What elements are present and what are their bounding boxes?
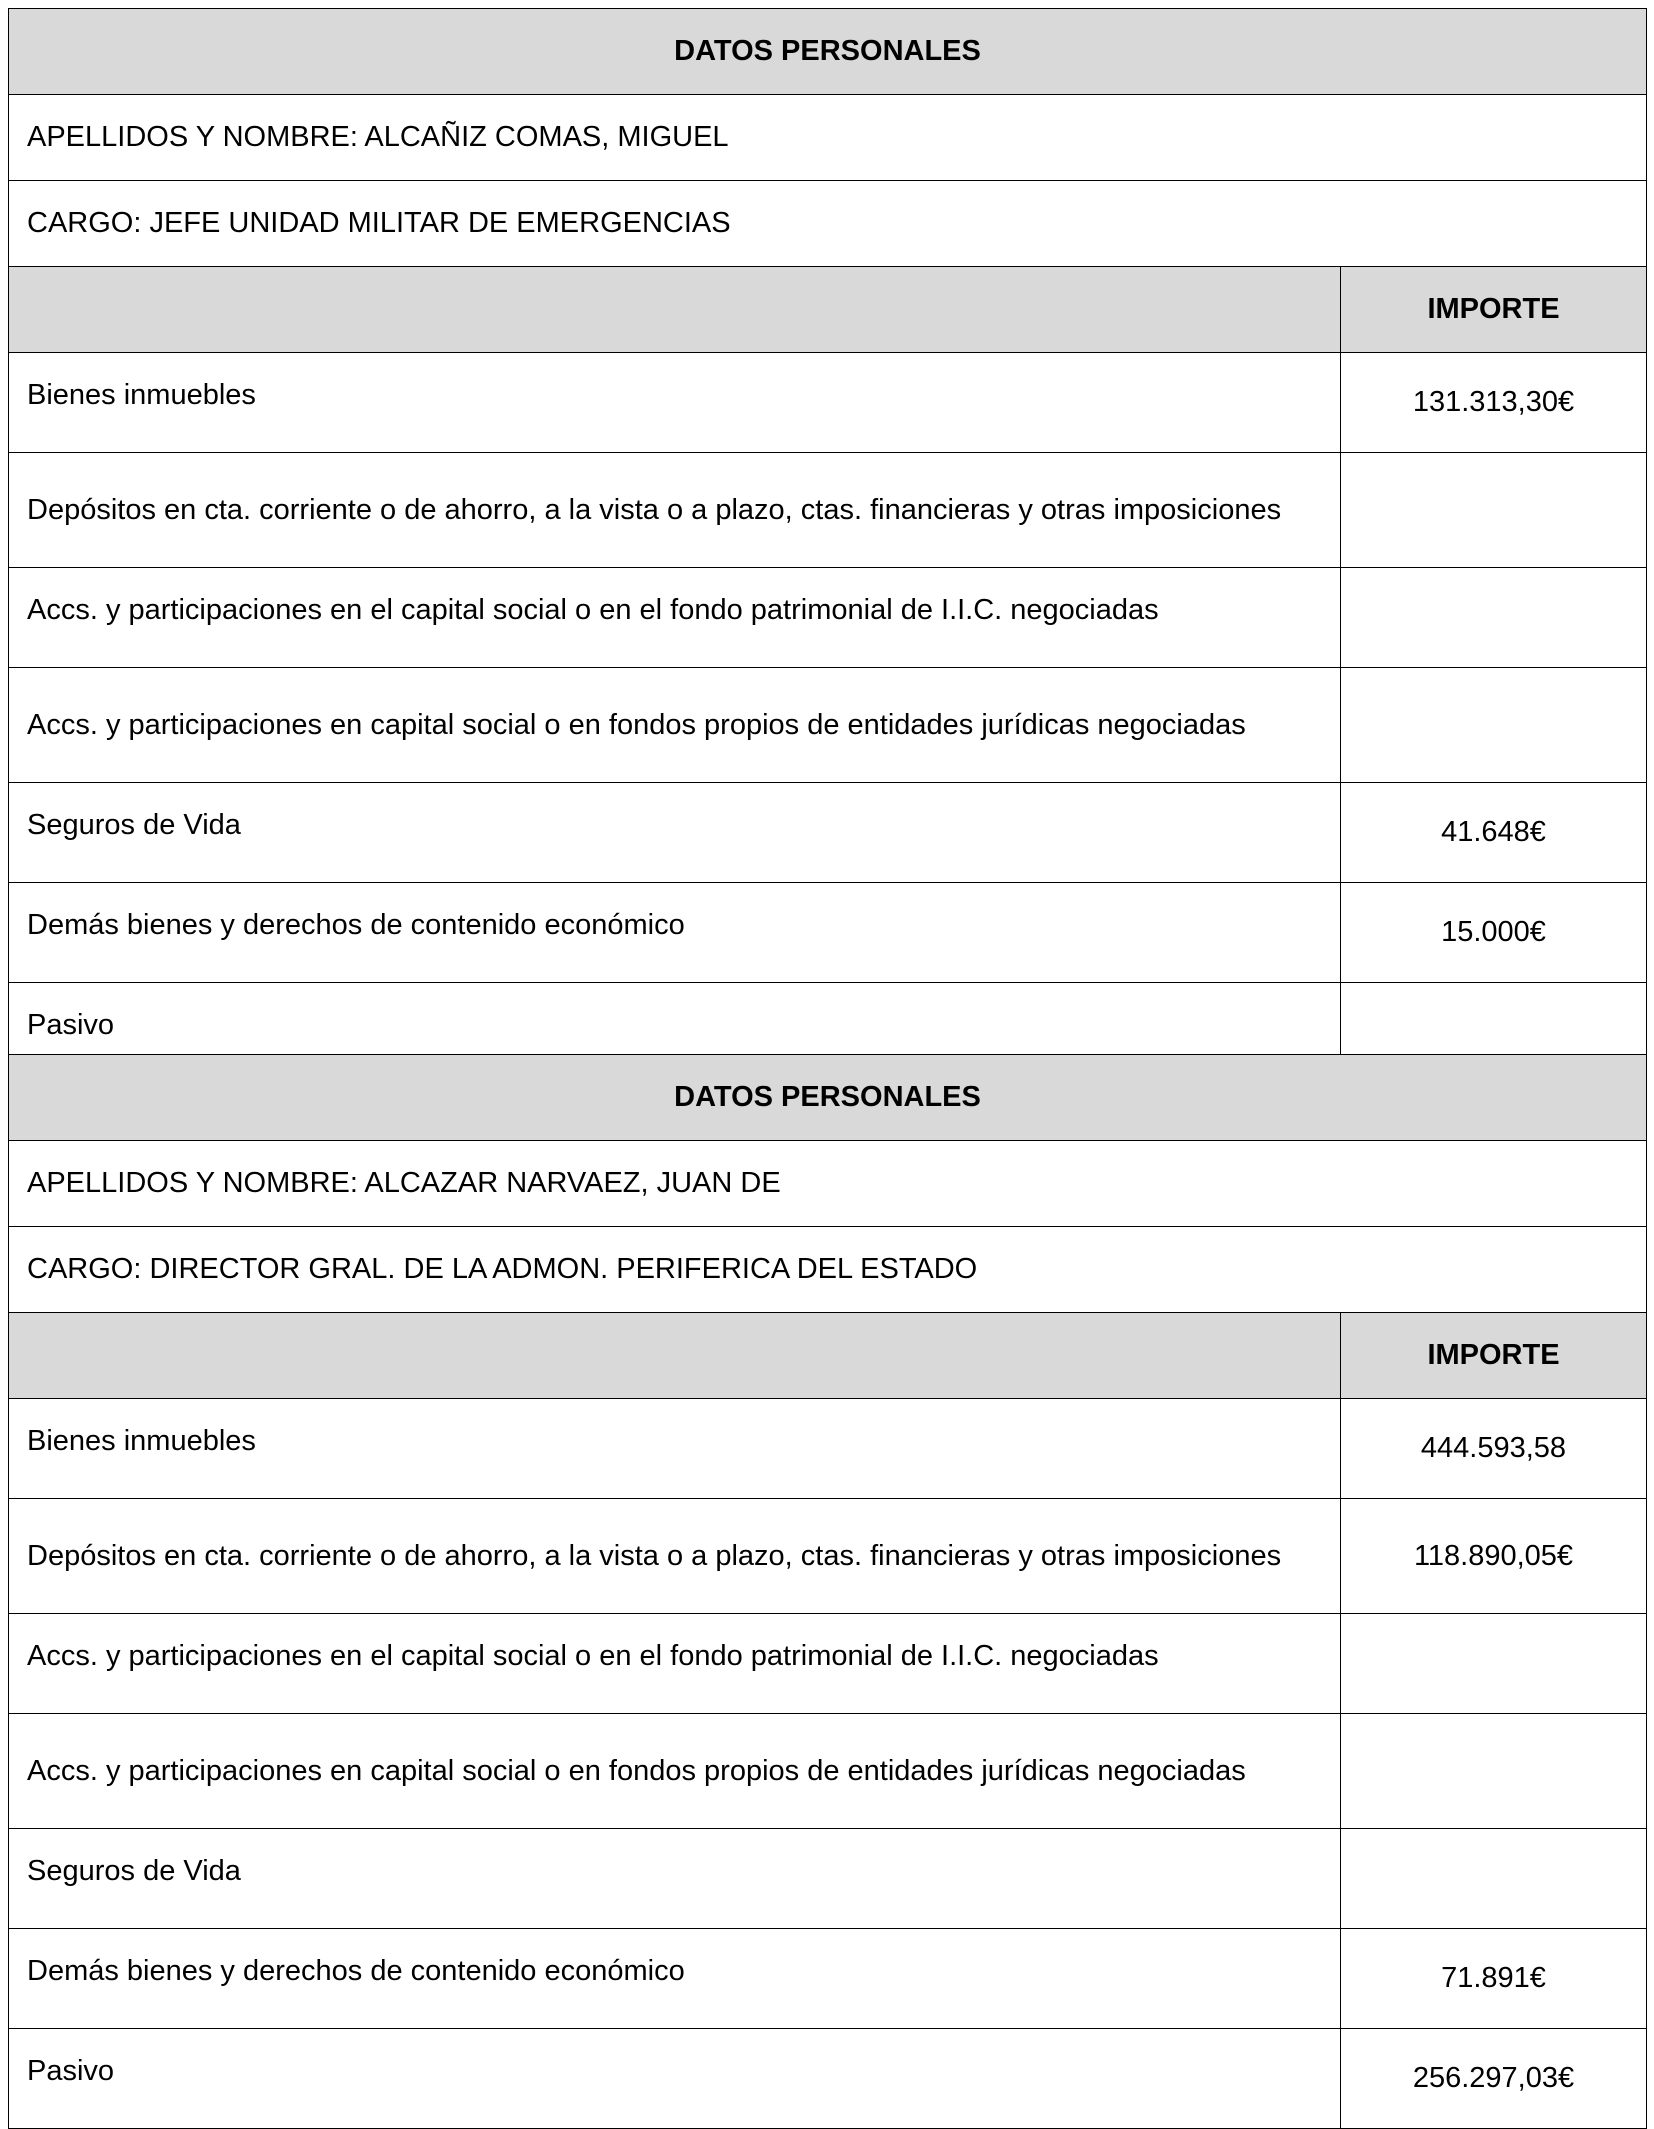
item-label: Bienes inmuebles — [9, 1399, 1341, 1499]
table-header-row — [9, 1055, 1647, 1141]
amount-column-header: IMPORTE — [1341, 267, 1647, 353]
name-line: APELLIDOS Y NOMBRE: ALCAZAR NARVAEZ, JUAN DE — [9, 1141, 1647, 1227]
item-label: Accs. y participaciones en capital social o en fondos propios de entidades jurídicas negociadas — [9, 668, 1341, 783]
item-amount — [1341, 1714, 1647, 1829]
item-label: Demás bienes y derechos de contenido económico — [9, 883, 1341, 983]
amount-header-row — [9, 1313, 1647, 1399]
table-row — [9, 453, 1647, 568]
item-amount: 256.297,03€ — [1341, 2029, 1647, 2129]
item-label: Accs. y participaciones en capital social o en fondos propios de entidades jurídicas negociadas — [9, 1714, 1341, 1829]
section-header: DATOS PERSONALES — [9, 9, 1647, 95]
table-row — [9, 668, 1647, 783]
table-row — [9, 353, 1647, 453]
asset-declaration-table-2 — [8, 1054, 1647, 2129]
table-row — [9, 1829, 1647, 1929]
table-row — [9, 1614, 1647, 1714]
blank-header-cell — [9, 1313, 1341, 1399]
table-row — [9, 783, 1647, 883]
table-row — [9, 568, 1647, 668]
item-label: Demás bienes y derechos de contenido económico — [9, 1929, 1341, 2029]
item-amount — [1341, 668, 1647, 783]
item-label: Pasivo — [9, 2029, 1341, 2129]
name-line: APELLIDOS Y NOMBRE: ALCAÑIZ COMAS, MIGUEL — [9, 95, 1647, 181]
item-amount: 71.891€ — [1341, 1929, 1647, 2029]
item-amount: 41.648€ — [1341, 783, 1647, 883]
item-label: Depósitos en cta. corriente o de ahorro, a la vista o a plazo, ctas. financieras y otras imposiciones — [9, 1499, 1341, 1614]
table-row — [9, 2029, 1647, 2129]
amount-header-row — [9, 267, 1647, 353]
cargo-row — [9, 1227, 1647, 1313]
cargo-line: CARGO: JEFE UNIDAD MILITAR DE EMERGENCIAS — [9, 181, 1647, 267]
item-label: Seguros de Vida — [9, 1829, 1341, 1929]
item-label: Pasivo — [9, 983, 1341, 1083]
item-label: Depósitos en cta. corriente o de ahorro, a la vista o a plazo, ctas. financieras y otras imposiciones — [9, 453, 1341, 568]
item-amount — [1341, 453, 1647, 568]
item-amount — [1341, 1829, 1647, 1929]
name-row — [9, 1141, 1647, 1227]
section-header: DATOS PERSONALES — [9, 1055, 1647, 1141]
item-amount: 131.313,30€ — [1341, 353, 1647, 453]
item-label: Bienes inmuebles — [9, 353, 1341, 453]
item-amount — [1341, 568, 1647, 668]
table-row — [9, 1929, 1647, 2029]
table-header-row — [9, 9, 1647, 95]
cargo-line: CARGO: DIRECTOR GRAL. DE LA ADMON. PERIFERICA DEL ESTADO — [9, 1227, 1647, 1313]
table-row — [9, 1399, 1647, 1499]
item-amount: 444.593,58 — [1341, 1399, 1647, 1499]
item-label: Accs. y participaciones en el capital social o en el fondo patrimonial de I.I.C. negociadas — [9, 568, 1341, 668]
name-row — [9, 95, 1647, 181]
table-row — [9, 883, 1647, 983]
table-row — [9, 1499, 1647, 1614]
item-label: Seguros de Vida — [9, 783, 1341, 883]
asset-declaration-table-1 — [8, 8, 1647, 1083]
item-amount — [1341, 1614, 1647, 1714]
cargo-row — [9, 181, 1647, 267]
amount-column-header: IMPORTE — [1341, 1313, 1647, 1399]
table-row — [9, 1714, 1647, 1829]
item-label: Accs. y participaciones en el capital social o en el fondo patrimonial de I.I.C. negociadas — [9, 1614, 1341, 1714]
item-amount: 15.000€ — [1341, 883, 1647, 983]
item-amount: 118.890,05€ — [1341, 1499, 1647, 1614]
blank-header-cell — [9, 267, 1341, 353]
